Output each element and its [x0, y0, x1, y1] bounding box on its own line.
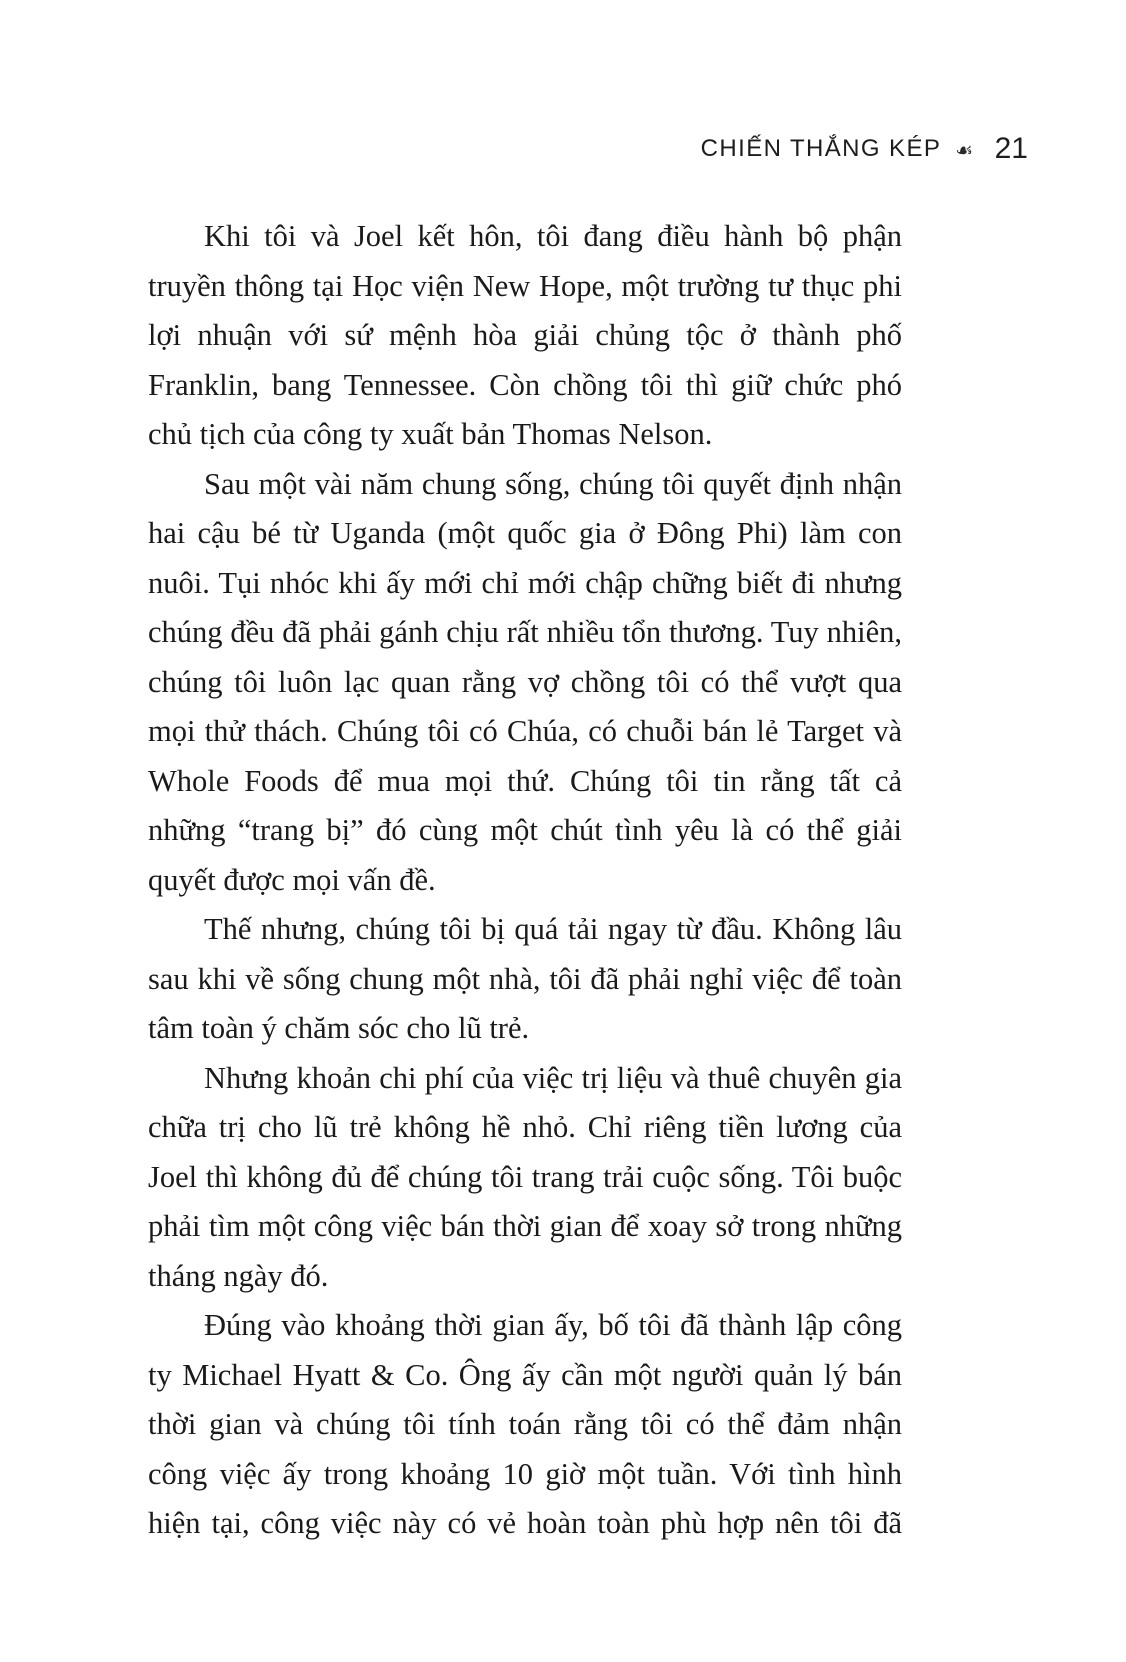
paragraph: Đúng vào khoảng thời gian ấy, bố tôi đã thành lập công ty Michael Hyatt & Co. Ông ấy cần một người quản lý bán thời gian và chúng tôi tính toán rằng tôi có thể đảm nhận công việc ấy trong khoảng 10 giờ một tuần. Với tình hình hiện tại, công việc này có vẻ hoàn toàn phù hợp nên tôi đã — [148, 1308, 902, 1540]
page-number: 21 — [994, 132, 1028, 165]
paragraph: Thế nhưng, chúng tôi bị quá tải ngay từ đầu. Không lâu sau khi về sống chung một nhà, tôi đã phải nghỉ việc để toàn tâm toàn ý chăm sóc cho lũ trẻ. — [148, 912, 902, 1045]
running-head-title: CHIẾN THẮNG KÉP — [700, 135, 942, 162]
running-head — [701, 132, 1028, 166]
body-text — [148, 212, 902, 1549]
paragraph: Sau một vài năm chung sống, chúng tôi quyết định nhận hai cậu bé từ Uganda (một quốc gia ở Đông Phi) làm con nuôi. Tụi nhóc khi ấy mới chỉ mới chập chững biết đi nhưng chúng đều đã phải gánh chịu rất nhiều tổn thương. Tuy nhiên, chúng tôi luôn lạc quan rằng vợ chồng tôi có thể vượt qua mọi thử thách. Chúng tôi có Chúa, có chuỗi bán lẻ Target và Whole Foods để mua mọi thứ. Chúng tôi tin rằng tất cả những “trang bị” đó cùng một chút tình yêu là có thể giải quyết được mọi vấn đề. — [148, 466, 902, 897]
leaf-ornament-icon: ☙ — [955, 139, 975, 162]
paragraph: Nhưng khoản chi phí của việc trị liệu và thuê chuyên gia chữa trị cho lũ trẻ không hề nhỏ. Chỉ riêng tiền lương của Joel thì không đủ để chúng tôi trang trải cuộc sống. Tôi buộc phải tìm một công việc bán thời gian để xoay sở trong những tháng ngày đó. — [148, 1060, 902, 1293]
paragraph: Khi tôi và Joel kết hôn, tôi đang điều hành bộ phận truyền thông tại Học viện New Hope, một trường tư thục phi lợi nhuận với sứ mệnh hòa giải chủng tộc ở thành phố Franklin, bang Tennessee. Còn chồng tôi thì giữ chức phó chủ tịch của công ty xuất bản Thomas Nelson. — [148, 219, 902, 451]
